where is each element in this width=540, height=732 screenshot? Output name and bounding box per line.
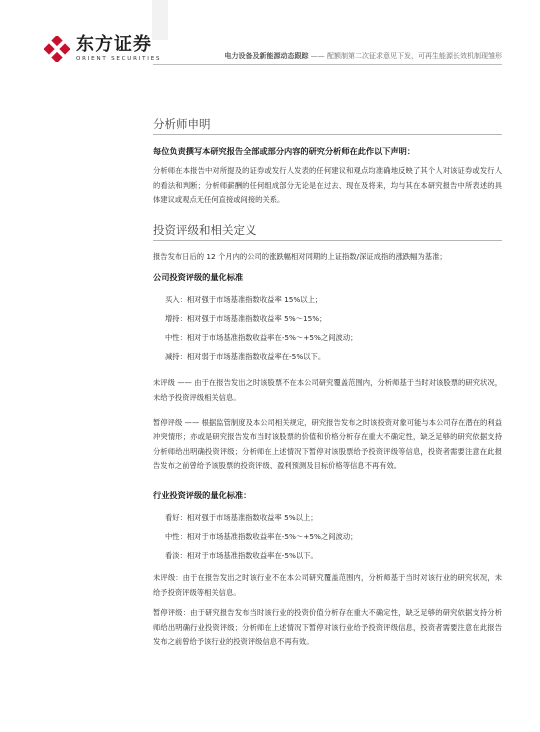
page-body: [153, 116, 502, 650]
company-rating-item: 买入：相对强于市场基准指数收益率 15%以上；: [165, 295, 323, 305]
rating-intro: 报告发布日后的 12 个月内的公司的涨跌幅相对同期的上证指数/深证成指的涨跌幅为基准；: [153, 251, 447, 261]
analyst-statement-title: 分析师申明: [153, 116, 502, 135]
header-separator: ——: [310, 52, 325, 60]
orient-logo-icon: [44, 36, 70, 62]
company-unrated-note: 未评级 —— 由于在报告发出之时该股票不在本公司研究覆盖范围内，分析师基于当时对该股票的研究状况，未给予投资评级相关信息。: [153, 378, 502, 402]
industry-rating-list: [153, 508, 502, 565]
company-suspended-note: 暂停评级 —— 根据监管制度及本公司相关规定，研究报告发布之时该投资对象可能与本公司存在潜在的利益冲突情形；亦或是研究报告发布当时该股票的价值和价格分析存在重大不确定性，缺乏足够的研究依据支持分析师给出明确投资评级；分析师在上述情况下暂停对该股票给予投资评级等信息，投资者需要注意在此报告发布之前曾给予该股票的投资评级、盈利预测及目标价格等信息不再有效。: [153, 417, 502, 471]
header-rule: [153, 64, 502, 65]
analyst-statement-body: 分析师在本报告中对所提及的证券或发行人发表的任何建议和观点均准确地反映了其个人对该证券或发行人的看法和判断；分析师薪酬的任何组成部分无论是在过去、现在及将来，均与其在本研究报告中所表述的具体建议或观点无任何直接或间接的关系。: [153, 166, 502, 205]
industry-rating-item: 看淡：相对于市场基准指数收益率在-5%以下。: [165, 550, 318, 560]
company-rating-list: [153, 290, 502, 366]
brand-name-en: ORIENT SECURITIES: [76, 56, 162, 62]
industry-rating-item: 中性：相对于市场基准指数收益率在-5%～+5%之间波动；: [165, 531, 358, 541]
industry-rating-item: 看好：相对强于市场基准指数收益率 5%以上；: [165, 512, 318, 522]
brand-name-cn: 东方证券: [76, 34, 152, 55]
company-rating-item: 中性：相对于市场基准指数收益率在-5%～+5%之间波动；: [165, 333, 358, 343]
company-rating-item: 增持：相对强于市场基准指数收益率 5%～15%；: [165, 314, 327, 324]
industry-rating-heading: 行业投资评级的量化标准：: [153, 489, 252, 500]
report-title: 配额制第二次征求意见下发，可再生能源长效机制现雏形: [327, 52, 502, 60]
report-series: 电力设备及新能源动态跟踪: [224, 52, 309, 60]
industry-suspended-note: 暂停评级：由于研究报告发布当时该行业的投资价值分析存在重大不确定性，缺乏足够的研究依据支持分析师给出明确行业投资评级；分析师在上述情况下暂停对该行业给予投资评级信息，投资者需要注意在此报告发布之前曾给予该行业的投资评级信息不再有效。: [153, 608, 502, 647]
rating-definitions-title: 投资评级和相关定义: [153, 222, 502, 241]
company-logo: [44, 36, 161, 62]
company-rating-heading: 公司投资评级的量化标准: [153, 272, 244, 283]
company-rating-item: 减持：相对弱于市场基准指数收益率在-5%以下。: [165, 352, 326, 362]
header-decor-stripe: [152, 0, 168, 40]
analyst-declaration: 每位负责撰写本研究报告全部或部分内容的研究分析师在此作以下声明：: [153, 146, 416, 156]
industry-unrated-note: 未评级：由于在报告发出之时该行业不在本公司研究覆盖范围内，分析师基于当时对该行业的研究状况，未给予投资评级等相关信息。: [153, 572, 502, 597]
running-header: [225, 51, 502, 61]
